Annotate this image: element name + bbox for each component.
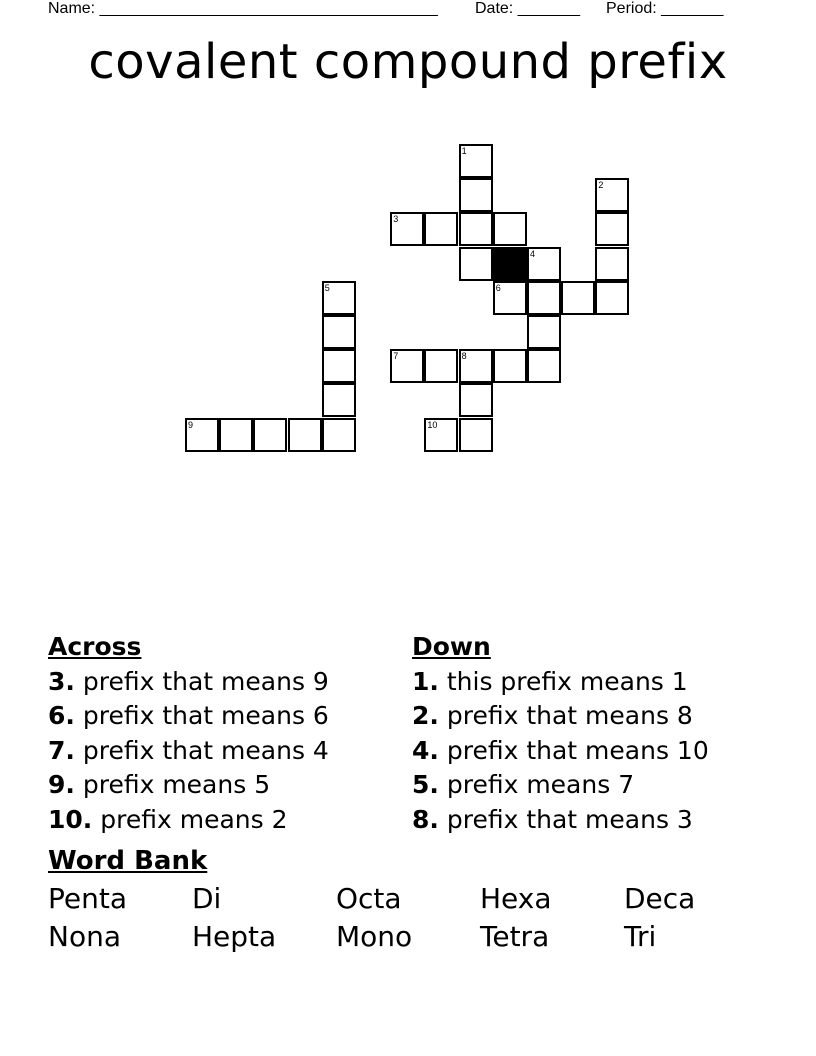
clue-number-label: 9: [188, 419, 194, 430]
crossword-cell[interactable]: [595, 178, 629, 212]
clue-number-label: 6: [495, 282, 501, 293]
word-bank-item: Mono: [336, 920, 413, 953]
word-bank-item: Di: [192, 882, 222, 915]
clue-number-label: 4: [530, 248, 536, 259]
word-bank-item: Octa: [336, 882, 402, 915]
clue-across-6: [48, 699, 329, 734]
clue-number: 5.: [412, 770, 439, 799]
clue-number-label: 7: [393, 351, 399, 362]
clue-number: 7.: [48, 735, 75, 765]
crossword-cell[interactable]: [459, 383, 493, 417]
crossword-cell[interactable]: [390, 349, 424, 383]
crossword-cell[interactable]: [595, 281, 629, 315]
crossword-cell[interactable]: [595, 247, 629, 281]
clue-number-label: 8: [461, 351, 467, 362]
across-heading: Across: [48, 632, 142, 661]
clue-number-label: 3: [393, 214, 399, 225]
crossword-cell[interactable]: [595, 212, 629, 246]
clue-number: 10.: [48, 804, 93, 834]
clue-text: prefix means 5: [82, 770, 271, 799]
date-field[interactable]: Date: _______: [475, 0, 580, 17]
clue-number-label: 5: [324, 282, 330, 293]
word-bank-heading: Word Bank: [48, 846, 208, 876]
word-bank-item: Hexa: [480, 882, 552, 915]
crossword-cell[interactable]: [459, 349, 493, 383]
crossword-cell[interactable]: [288, 418, 322, 452]
word-bank-item: Hepta: [192, 920, 277, 953]
crossword-cell[interactable]: [322, 418, 356, 452]
crossword-cell[interactable]: [390, 212, 424, 246]
crossword-cell[interactable]: [527, 281, 561, 315]
clue-text: prefix that means 6: [82, 701, 329, 730]
clue-down-1: [412, 665, 709, 700]
clue-number: 2.: [412, 701, 439, 730]
page-title: covalent compound prefix: [88, 34, 728, 90]
clue-number: 4.: [412, 735, 439, 765]
crossword-grid: [0, 0, 816, 500]
clue-across-3: [48, 665, 329, 700]
clue-across-7: [48, 734, 329, 769]
clue-number: 9.: [48, 770, 75, 799]
clue-down-8: [412, 803, 709, 838]
clue-number: 6.: [48, 701, 75, 730]
crossword-cell[interactable]: [322, 349, 356, 383]
crossword-cell[interactable]: [253, 418, 287, 452]
down-clues: [412, 630, 709, 837]
crossword-cell[interactable]: [424, 418, 458, 452]
clue-text: prefix means 7: [446, 770, 635, 799]
clue-text: prefix that means 9: [82, 666, 329, 696]
clue-down-4: [412, 734, 709, 769]
crossword-black-cell: [493, 247, 527, 281]
crossword-cell[interactable]: [322, 315, 356, 349]
crossword-cell[interactable]: [493, 212, 527, 246]
clue-number-label: 1: [461, 146, 467, 156]
crossword-cell[interactable]: [459, 247, 493, 281]
crossword-cell[interactable]: [527, 247, 561, 281]
crossword-cell[interactable]: [219, 418, 253, 452]
word-bank-item: Tetra: [480, 920, 550, 953]
crossword-cell[interactable]: [527, 349, 561, 383]
clue-text: prefix that means 10: [446, 735, 709, 765]
crossword-cell[interactable]: [527, 315, 561, 349]
name-field[interactable]: Name: ______________________________________: [48, 0, 438, 17]
clue-number: 3.: [48, 666, 75, 696]
clue-text: prefix means 2: [100, 804, 288, 834]
crossword-cell[interactable]: [322, 383, 356, 417]
clue-number: 8.: [412, 804, 439, 834]
word-bank: [48, 882, 778, 958]
crossword-cell[interactable]: [459, 144, 493, 178]
crossword-cell[interactable]: [322, 281, 356, 315]
word-bank-item: Deca: [624, 882, 696, 915]
across-clues: [48, 630, 329, 837]
word-bank-item: Nona: [48, 920, 121, 953]
crossword-cell[interactable]: [424, 212, 458, 246]
word-bank-item: Tri: [624, 920, 657, 953]
crossword-cell[interactable]: [561, 281, 595, 315]
clue-text: prefix that means 4: [82, 735, 329, 765]
crossword-cell[interactable]: [493, 349, 527, 383]
clue-across-9: [48, 768, 329, 803]
clue-down-5: [412, 768, 709, 803]
clue-text: prefix that means 3: [446, 804, 693, 834]
crossword-cell[interactable]: [459, 178, 493, 212]
clue-text: this prefix means 1: [446, 666, 688, 696]
clue-text: prefix that means 8: [446, 701, 693, 730]
crossword-cell[interactable]: [493, 281, 527, 315]
down-heading: Down: [412, 632, 491, 661]
crossword-cell[interactable]: [459, 212, 493, 246]
word-bank-item: Penta: [48, 882, 127, 915]
clue-number-label: 2: [598, 180, 604, 191]
crossword-cell[interactable]: [185, 418, 219, 452]
clue-number-label: 10: [427, 419, 438, 430]
period-field[interactable]: Period: _______: [606, 0, 724, 17]
clue-across-10: [48, 803, 329, 838]
clue-down-2: [412, 699, 709, 734]
crossword-cell[interactable]: [424, 349, 458, 383]
crossword-cell[interactable]: [459, 418, 493, 452]
clue-number: 1.: [412, 666, 439, 696]
